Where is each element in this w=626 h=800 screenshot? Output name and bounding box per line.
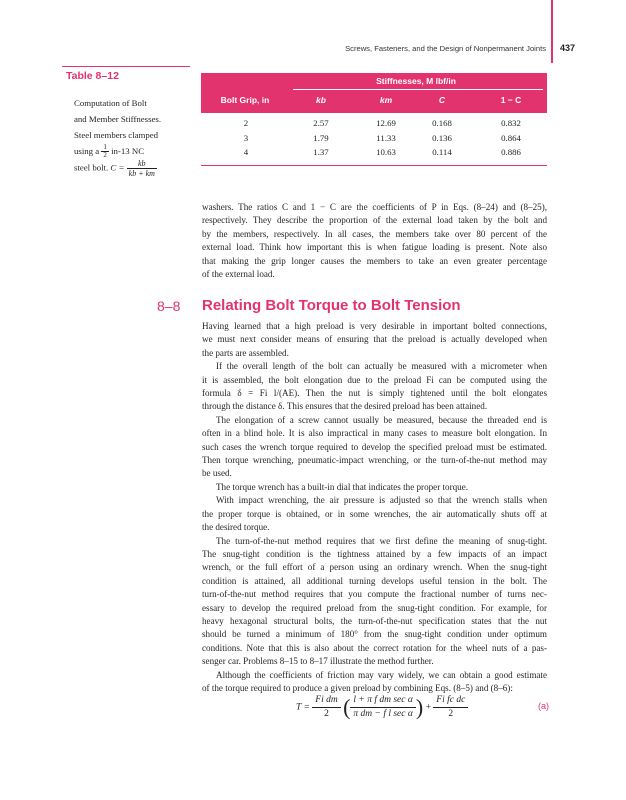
equation-lhs: T = (296, 702, 310, 713)
table-bottom-rule (201, 165, 547, 166)
col-header-kb: kb (316, 95, 326, 105)
caption-line: steel bolt. C = $\frac{kb}{kb + km}$ (74, 159, 155, 179)
table-row: 3 1.79 11.33 0.136 0.864 (243, 132, 521, 143)
equation-term-2: l + π f dm sec α π dm − f l sec α (350, 694, 415, 721)
section-body: Having learned that a high preload is very desirable in important bolted connections, we must next consider means of ensuring that the preload is actually developed when the parts are assembled. If the overall length of the bolt can actually be measured with a micrometer when it is assembled, the bolt elongation due to the preload Fi can be computed using the formula δ = Fi l/(AE). Then the nut is simply tightened until the bolt elongates through the distance δ. This ensures that the desired preload has been attained. The elongation of a screw cannot usually be measured, because the threaded end is often in a blind hole. It is also impractical in many cases to measure bolt elongation. In such cases the wrench torque required to develop the specified preload must be estimated. Then torque wrenching, pneumatic-impact wrenching, or the turn-of-the-nut method may be used. The torque wrench has a built-in dial that indicates the proper torque. With impact wrenching, the air pressure is adjusted so that the wrench stalls when the proper torque is obtained, or in some wrenches, the air automatically shuts off at the desired torque. The turn-of-the-nut method requires that we first define the meaning of snug-tight. The snug-tight condition is the tightness attained by a few impacts of an impact wrench, or the full effort of a person using an ordinary wrench. When the snug-tight condition is attained, all additional turning develops useful tension in the bolt. The turn-of-the-nut method requires that you compute the fractional number of turns nec- essary to develop the required preload from the snug-tight condition. For example, for heavy hexagonal structural bolts, the turn-of-the-nut specification states that the nut should be turned a minimum of 180° from the snug-tight condition under optimum conditions. Note that this is also about the correct rotation for the wheel nuts of a pas- senger car. Problems 8–15 to 8–17 illustrate the method further. Although the coefficients of friction may vary widely, we can obtain a good estimate of the torque required to produce a given preload by combining Eqs. (8–5) and (8–6): (202, 321, 547, 693)
stiffness-ratio-lhs: C = (110, 163, 125, 173)
group-underline (293, 89, 543, 90)
table-body (201, 118, 547, 162)
col-header-km: km (379, 95, 393, 105)
equation-term-3: $\frac{\text{Fi fc dc}}{2}$ (433, 694, 468, 721)
stiffness-ratio-fraction: $\frac{kb}{kb + km}$ (128, 159, 155, 179)
right-paren: ) (415, 694, 424, 720)
caption-line: in-13 NC (111, 146, 145, 156)
col-header-one-minus-c: 1 − C (500, 95, 522, 105)
caption-line: Computation of Bolt (74, 98, 147, 108)
half-fraction: $\frac{1}{2}$ (103, 143, 107, 160)
running-header: Screws, Fasteners, and the Design of Nonpermanent Joints (345, 44, 546, 53)
equation-plus: + (425, 702, 431, 713)
page-number: 437 (560, 43, 576, 53)
table-header (201, 73, 547, 113)
table-group-title: Stiffnesses, M lbf/in (376, 76, 456, 86)
equation-term-1: $\frac{\text{Fi dm}}{2}$ (312, 694, 340, 721)
left-paren: ( (343, 694, 351, 720)
caption-line: and Member Stiffnesses. (74, 114, 162, 124)
table-caption-body (74, 95, 196, 178)
caption-line (74, 143, 196, 159)
table-row: 4 1.37 10.63 0.114 0.886 (243, 147, 521, 157)
table-row: 2 2.57 12.69 0.168 0.832 (243, 118, 521, 128)
col-header-bolt-grip: Bolt Grip, in (220, 95, 270, 105)
torque-equation (296, 694, 468, 721)
equation-label: (a) (538, 701, 549, 711)
caption-line: Steel members clamped (74, 130, 159, 140)
section-number: 8–8 (157, 298, 181, 314)
table-caption-title: Table 8–12 (66, 70, 119, 82)
caption-rule (62, 66, 190, 67)
caption-using-prefix: using a (74, 146, 100, 156)
section-title: Relating Bolt Torque to Bolt Tension (202, 297, 461, 314)
intro-paragraph: washers. The ratios C and 1 − C are the coefficients of P in Eqs. (8–24) and (8–25), respectively. They describe the proportion of the external load taken by the bolt and by the members, respectively. In all cases, the members take over 80 percent of the external load. Think how important this is when fatigue loading is present. Note also that making the grip longer causes the members to take an even greater percentage of the external load. (202, 202, 547, 280)
page-edge-rule (551, 0, 553, 63)
col-header-c: C (438, 95, 446, 105)
